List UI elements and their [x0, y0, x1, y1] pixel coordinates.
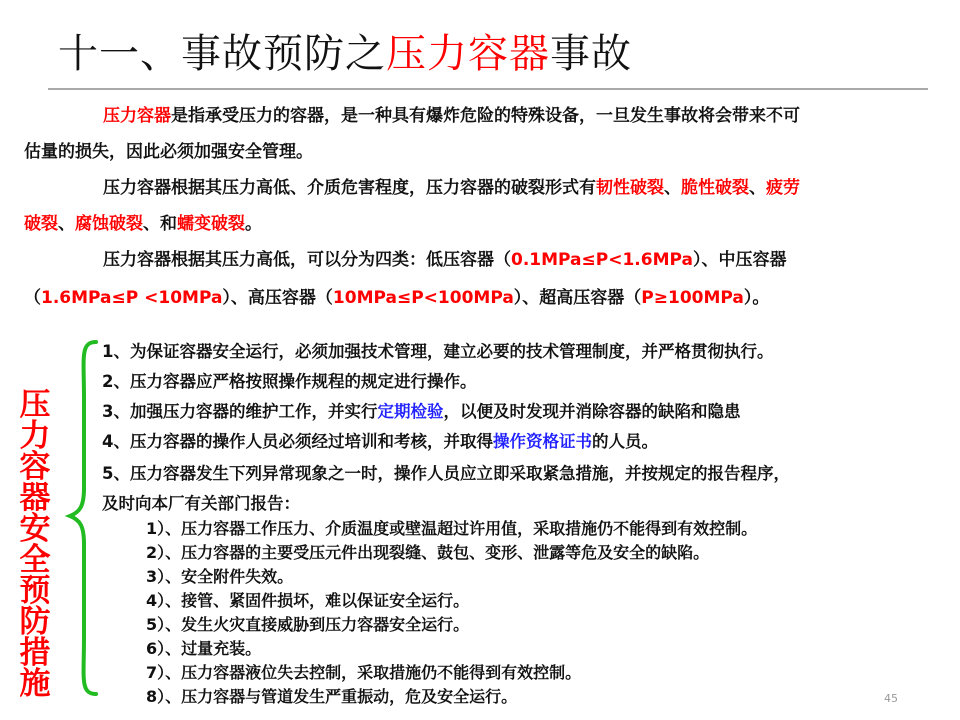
intro-p1-lead: 压力容器 [103, 106, 171, 126]
measure-5-line1: 5、压力容器发生下列异常现象之一时，操作人员应立即采取紧急措施，并按规定的报告程序， [102, 464, 790, 483]
range-low: 0.1MPa≤P<1.6MPa [511, 250, 693, 270]
title-suffix: 事故 [550, 31, 632, 77]
intro-p1-line2: 估量的损失，因此必须加强安全管理。 [24, 142, 313, 162]
side-label-char: 施 [19, 666, 51, 702]
intro-p2-line1 [103, 170, 800, 206]
sub-item-5: 5）、发生火灾直接威胁到压力容器安全运行。 [146, 615, 470, 634]
intro-p3-text: 压力容器根据其压力高低，可以分为四类：低压容器（ [103, 250, 511, 270]
fracture-fatigue-a: 疲劳 [766, 178, 800, 198]
sep: 、 [664, 178, 681, 198]
measure-4 [102, 428, 658, 452]
slide-title [58, 22, 632, 79]
fracture-ductile: 韧性破裂 [596, 178, 664, 198]
range-medium: 1.6MPa≤P <10MPa [41, 288, 223, 308]
page-number: 45 [884, 692, 898, 705]
intro-p3-text: ）。 [743, 288, 770, 308]
sub-item-6: 6）、过量充装。 [146, 639, 262, 658]
intro-p3-text: ）、超高压容器（ [513, 288, 642, 308]
title-divider [48, 88, 928, 90]
title-prefix: 十一、事故预防之 [58, 31, 386, 77]
measure-5-line2: 及时向本厂有关部门报告： [102, 494, 300, 513]
side-label-char: 压 [19, 387, 51, 423]
sub-item-2: 2）、压力容器的主要受压元件出现裂缝、鼓包、变形、泄露等危及安全的缺陷。 [146, 543, 710, 562]
sub-item-4: 4）、接管、紧固件损坏，难以保证安全运行。 [146, 591, 470, 610]
measure-4-text: 4、压力容器的操作人员必须经过培训和考核，并取得 [102, 432, 493, 451]
intro-p2-text: 压力容器根据其压力高低、介质危害程度，压力容器的破裂形式有 [103, 178, 596, 198]
intro-p3-text: （ [24, 288, 41, 308]
measure-3 [102, 398, 740, 422]
fracture-corrosion: 腐蚀破裂 [75, 214, 143, 234]
sub-item-7: 7）、压力容器液位失去控制，采取措施仍不能得到有效控制。 [146, 663, 582, 682]
side-label-char: 全 [19, 542, 51, 578]
intro-p1-text: 是指承受压力的容器，是一种具有爆炸危险的特殊设备，一旦发生事故将会带来不可 [171, 106, 800, 126]
range-high: 10MPa≤P<100MPa [332, 288, 514, 308]
side-label-char: 力 [19, 418, 51, 454]
fracture-brittle: 脆性破裂 [681, 178, 749, 198]
side-label-char: 器 [19, 480, 51, 516]
sep: 、 [749, 178, 766, 198]
side-label-char: 容 [19, 449, 51, 485]
sub-item-1: 1）、压力容器工作压力、介质温度或壁温超过许用值，采取措施仍不能得到有效控制。 [146, 519, 758, 538]
intro-p3-line2 [24, 280, 769, 316]
intro-p3-text: ）、高压容器（ [222, 288, 333, 308]
sub-item-3: 3）、安全附件失效。 [146, 567, 294, 586]
side-label-char: 防 [19, 604, 51, 640]
sep: 、 [58, 214, 75, 234]
side-label-char: 预 [19, 573, 51, 609]
measure-3-text: 3、加强压力容器的维护工作，并实行 [102, 402, 378, 421]
measure-2: 2、压力容器应严格按照操作规程的规定进行操作。 [102, 372, 477, 391]
fracture-creep: 蠕变破裂 [177, 214, 245, 234]
range-ultra-high: P≥100MPa [641, 288, 744, 308]
sep: 。 [245, 214, 262, 234]
side-label-char: 安 [19, 511, 51, 547]
side-label-safety-measures [18, 387, 52, 702]
green-brace [62, 338, 102, 698]
title-highlight: 压力容器 [386, 31, 550, 77]
measure-3-highlight: 定期检验 [377, 402, 444, 421]
measure-4-highlight: 操作资格证书 [492, 432, 592, 451]
sub-item-8: 8）、压力容器与管道发生严重振动，危及安全运行。 [146, 687, 518, 706]
measure-3-text: ，以便及时发现并消除容器的缺陷和隐患 [443, 402, 741, 421]
intro-p3-text: ）、中压容器 [692, 250, 787, 270]
fracture-fatigue-b: 破裂 [24, 214, 58, 234]
sep: 、和 [143, 214, 177, 234]
measure-4-text: 的人员。 [591, 432, 658, 451]
intro-p3-line1 [103, 242, 786, 278]
measure-1: 1、为保证容器安全运行，必须加强技术管理，建立必要的技术管理制度，并严格贯彻执行。 [102, 342, 774, 361]
intro-p2-line2 [24, 206, 262, 242]
side-label-char: 措 [19, 635, 51, 671]
intro-p1-line1 [103, 98, 800, 134]
